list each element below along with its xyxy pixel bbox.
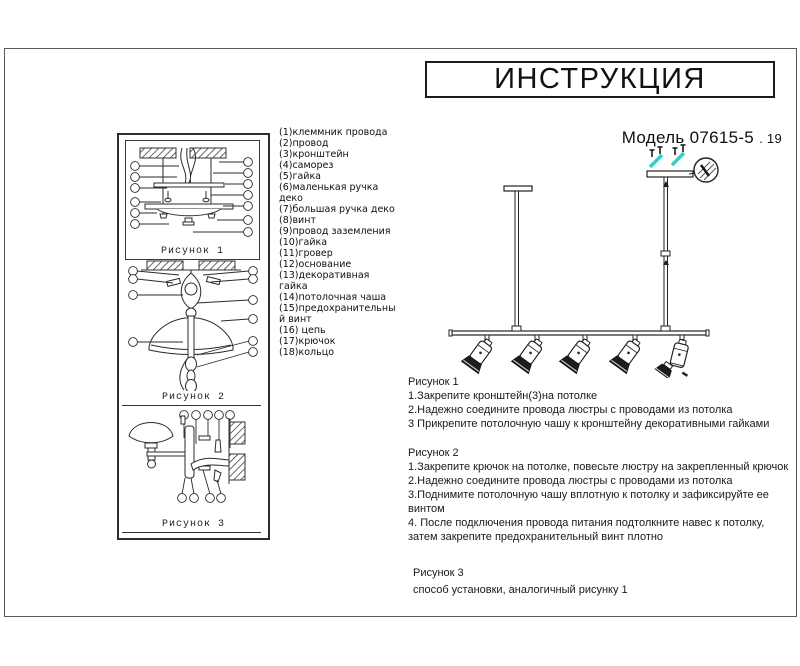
part-line: (2)провод — [279, 138, 329, 149]
figure2-diagram — [121, 259, 266, 391]
instruction-line: способ установки, аналогичный рисунку 1 — [413, 584, 628, 596]
figures-panel — [117, 133, 270, 540]
part-line: (10)гайка — [279, 237, 328, 248]
figure3-caption: Рисунок 3 — [161, 519, 225, 530]
bracket-assembly — [145, 148, 233, 225]
model-number-suffix: . 19 — [759, 131, 782, 146]
instruction-line: 1.Закрепите кронштейн(3)на потолке — [408, 390, 598, 402]
part-line: гайка — [279, 281, 308, 292]
hook-and-cup-assembly — [149, 270, 233, 391]
figure1-box — [125, 140, 260, 260]
figure1-callouts-right — [193, 158, 252, 237]
part-line: (17)крючок — [279, 336, 336, 347]
spot-head-1 — [461, 335, 497, 374]
part-line: (13)декоративная — [279, 270, 370, 281]
part-line: (18)кольцо — [279, 347, 335, 358]
wire-terminals-teal — [650, 145, 686, 167]
part-line: й винт — [279, 314, 312, 325]
spot-head-4 — [609, 335, 645, 374]
detail-zoom-circle — [689, 158, 718, 182]
part-line: (12)основание — [279, 259, 352, 270]
model-label: Модель 07615-5 — [621, 128, 755, 147]
figure-divider — [122, 532, 261, 533]
part-line: (16) цепь — [279, 325, 326, 336]
spot-head-2 — [511, 335, 547, 374]
part-line: (14)потолочная чаша — [279, 292, 387, 303]
instruction-line: 2.Надежно соедините провода люстры с проводами из потолка — [408, 404, 733, 416]
chandelier-illustration — [438, 143, 793, 378]
page-title: ИНСТРУКЦИЯ — [494, 63, 706, 95]
instruction-line: винтом — [408, 503, 445, 515]
part-line: деко — [279, 193, 303, 204]
figure1-instructions — [408, 375, 769, 431]
figure-divider — [122, 405, 261, 406]
parts-list — [279, 127, 396, 358]
figure1-callouts-left — [131, 162, 179, 229]
sconce-assembly — [129, 416, 229, 482]
part-line: (1)клеммник провода — [279, 127, 388, 138]
figure3-instructions-heading: Рисунок 3 — [413, 567, 464, 579]
part-line: (4)саморез — [279, 160, 334, 171]
part-line: (6)маленькая ручка — [279, 182, 379, 193]
instruction-line: затем закрепите предохранительный винт плотно — [408, 531, 664, 543]
instruction-line: 4. После подключения провода питания подтолкните навес к потолку, — [408, 517, 765, 529]
figure1-diagram — [127, 144, 256, 241]
part-line: (3)кронштейн — [279, 149, 349, 160]
figure2-caption: Рисунок 2 — [161, 392, 225, 403]
part-line: (15)предохранительны — [279, 303, 396, 314]
ceiling-hatch — [140, 148, 226, 158]
wall-hatch — [229, 418, 245, 484]
right-suspension-rod — [647, 171, 693, 331]
ceiling-hatch — [141, 261, 241, 270]
figure2-instructions-heading: Рисунок 2 — [408, 447, 459, 459]
figure3-diagram — [121, 408, 266, 518]
figure2-instructions — [408, 446, 788, 544]
title-box — [425, 61, 775, 98]
instruction-line: 3.Поднимите потолочную чашу вплотную к потолку и зафиксируйте ее — [408, 489, 769, 501]
figure1-caption: Рисунок 1 — [160, 246, 224, 257]
part-line: (8)винт — [279, 215, 316, 226]
spot-head-5 — [670, 335, 690, 368]
left-suspension-rod — [504, 186, 532, 331]
instruction-line: 3 Прикрепите потолочную чашу к кронштейну декоративными гайками — [408, 418, 770, 430]
part-line: (11)гровер — [279, 248, 333, 259]
part-line: (5)гайка — [279, 171, 322, 182]
figure3-instructions — [413, 566, 628, 597]
figure1-instructions-heading: Рисунок 1 — [408, 376, 459, 388]
part-line: (7)большая ручка деко — [279, 204, 395, 215]
instruction-line: 2.Надежно соедините провода люстры с проводами из потолка — [408, 475, 733, 487]
spot-head-3 — [559, 335, 595, 374]
instruction-line: 1.Закрепите крючок на потолке, повесьте люстру на закрепленный крючок — [408, 461, 789, 473]
part-line: (9)провод заземления — [279, 226, 391, 237]
